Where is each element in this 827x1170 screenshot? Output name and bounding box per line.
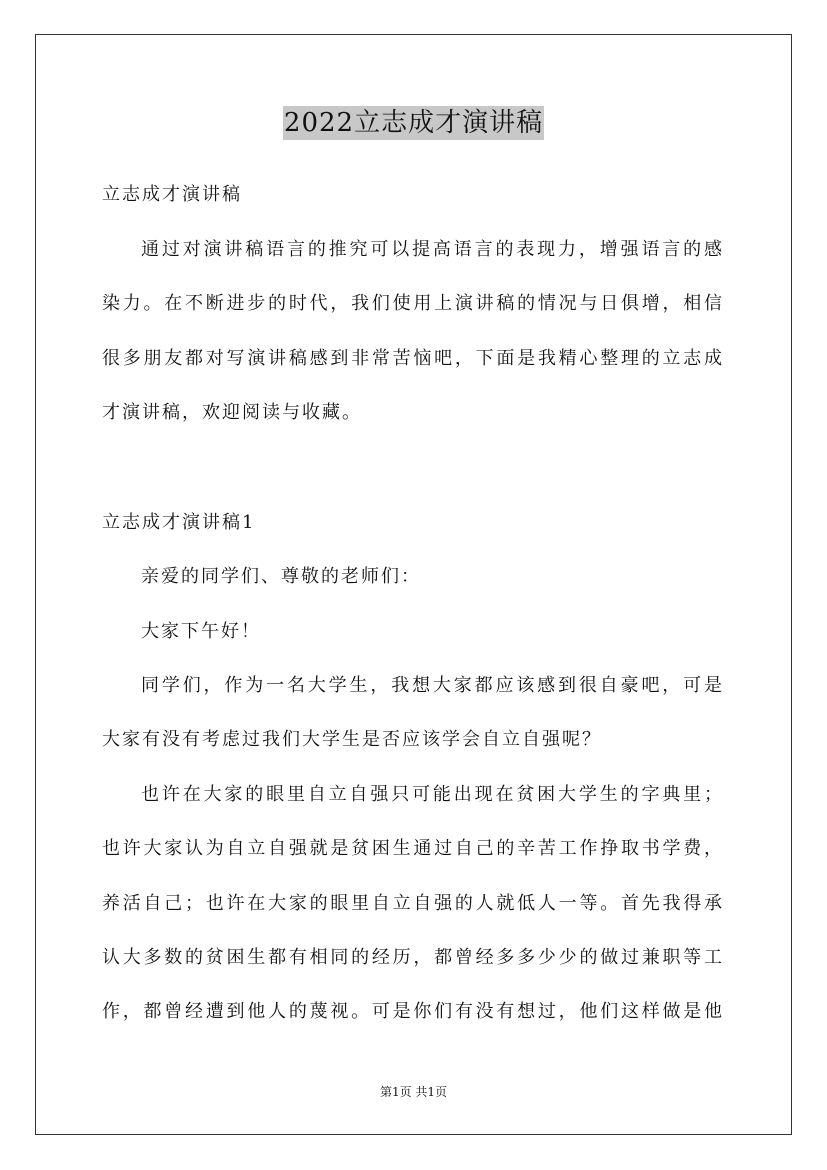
paragraph-line: 大家有没有考虑过我们大学生是否应该学会自立自强呢？ [102, 729, 602, 750]
paragraph-line: 同学们，作为一名大学生，我想大家都应该感到很自豪吧，可是 [141, 675, 724, 696]
salutation: 亲爱的同学们、尊敬的老师们： [141, 566, 421, 587]
paragraph-line: 也许在大家的眼里自立自强只可能出现在贫困大学生的字典里； [141, 784, 724, 805]
section-heading: 立志成才演讲稿1 [102, 512, 256, 533]
greeting: 大家下午好！ [141, 621, 261, 642]
paragraph-line: 养活自己；也许在大家的眼里自立自强的人就低人一等。首先我得承 [102, 893, 724, 914]
page-footer: 第1页 共1页 [379, 1085, 448, 1099]
paragraph-line: 也许大家认为自立自强就是贫困生通过自己的辛苦工作挣取书学费， [102, 838, 724, 859]
paragraph-line: 很多朋友都对写演讲稿感到非常苦恼吧，下面是我精心整理的立志成 [102, 348, 724, 369]
document-title: 2022立志成才演讲稿 [283, 108, 544, 138]
paragraph-line: 作，都曾经遭到他人的蔑视。可是你们有没有想过，他们这样做是他 [102, 1001, 724, 1022]
paragraph-line: 才演讲稿，欢迎阅读与收藏。 [102, 402, 362, 423]
paragraph-line: 认大多数的贫困生都有相同的经历，都曾经多多少少的做过兼职等工 [102, 947, 724, 968]
subtitle: 立志成才演讲稿 [102, 184, 242, 205]
paragraph-line: 通过对演讲稿语言的推究可以提高语言的表现力，增强语言的感 [141, 239, 724, 260]
paragraph-line: 染力。在不断进步的时代，我们使用上演讲稿的情况与日俱增，相信 [102, 293, 724, 314]
